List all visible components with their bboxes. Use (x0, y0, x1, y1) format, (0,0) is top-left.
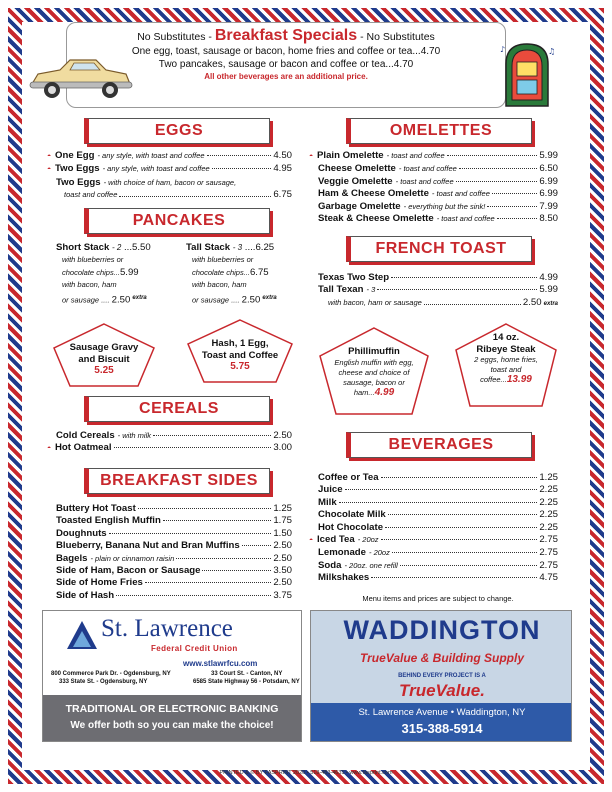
pancakes-header: PANCAKES (84, 208, 270, 234)
stl-url[interactable]: www.stlawrfcu.com (183, 659, 258, 668)
side-item: Buttery Hot Toast 1.25 (56, 503, 292, 514)
beverages-list (309, 472, 558, 585)
stl-title: St. Lawrence (101, 615, 233, 642)
special-marker-icon: ◓ (47, 445, 52, 453)
behind-every-project: BEHIND EVERY PROJECT IS A (398, 673, 486, 679)
french-toast-header: FRENCH TOAST (346, 236, 532, 262)
eggs-list (47, 150, 292, 202)
side-item: Bagels - plain or cinnamon raisin 2.50 (56, 552, 292, 564)
stl-address-left: 800 Commerce Park Dr. - Ogdensburg, NY 333 State St. - Ogdensburg, NY (51, 671, 171, 685)
svg-text:♫: ♫ (548, 47, 556, 56)
st-lawrence-ad (42, 610, 302, 742)
waddington-phone[interactable]: 315-388-5914 (401, 721, 483, 736)
side-item: Blueberry, Banana Nut and Bran Muffins 2.50 (56, 540, 292, 552)
beverage-item: Milkshakes 4.75 (318, 572, 558, 584)
truevalue-tagline: TrueValue & Building Supply (359, 651, 524, 665)
classic-car-icon (26, 52, 134, 102)
cereals-list (47, 430, 292, 456)
omelette-item: Ham & Cheese Omelette - toast and coffee 6.99 (318, 188, 558, 200)
eggs-item: Two Eggs - with choice of ham, bacon or sausage, (56, 176, 237, 188)
side-item: Side of Ham, Bacon or Sausage 3.50 (56, 565, 292, 577)
french-toast-list (318, 272, 558, 310)
eggs-item-sub: toast and coffee 6.75 (64, 189, 292, 201)
jukebox-icon (498, 40, 556, 108)
short-stack: Short Stack - 2 ...5.50 with blueberries or chocolate chips...5.99 with bacon, ham or sausage .... 2.50 $^{extra}$ (56, 242, 151, 306)
special-line-2: Two pancakes, sausage or bacon and coffee or tea...4.70 (158, 59, 414, 70)
omelette-item: Cheese Omelette - toast and coffee 6.50 (318, 163, 558, 175)
sausage-gravy-special: Sausage Gravy and Biscuit 5.25 (52, 322, 156, 388)
omelettes-list (309, 150, 558, 225)
printer-credit: PRINTED & © BY FASPRINT 2020 • 518-483-4631 • www.fasprint.com (219, 770, 393, 776)
price-disclaimer: Menu items and prices are subject to change. (362, 594, 514, 603)
eggs-header: EGGS (84, 118, 270, 144)
side-item: Doughnuts 1.50 (56, 527, 292, 539)
ribeye-special: 14 oz. Ribeye Steak 2 eggs, home fries, toast and coffee...13.99 (454, 322, 558, 408)
phillimuffin-special: Phillimuffin English muffin with egg, cheese and choice of sausage, bacon or ham...4.99 (318, 326, 430, 416)
side-item: Toasted English Muffin 1.75 (56, 515, 292, 527)
beverage-item: Soda - 20oz. one refill 2.75 (318, 559, 558, 571)
omelette-item: ◓ Plain Omelette - toast and coffee 5.99 (318, 150, 558, 163)
beverage-item: Lemonade - 20oz 2.75 (318, 547, 558, 559)
french-toast-item: Tall Texan - 3 5.99 (318, 284, 558, 296)
waddington-ad (310, 610, 572, 742)
beverage-item: Hot Chocolate 2.25 (318, 521, 558, 533)
special-marker-icon: ◓ (309, 153, 314, 160)
side-item: Side of Home Fries 2.50 (56, 577, 292, 589)
breakfast-specials-box: No Substitutes - Breakfast Specials - No Substitutes One egg, toast, sausage or bacon, home fries and coffee or tea...4.70 Two pancakes, sausage or bacon and coffee or tea...4.70 All other beverages are an additional price. (66, 22, 506, 108)
stl-subtitle: Federal Credit Union (151, 644, 238, 653)
omelette-item: Garbage Omelette - everything but the sink! 7.99 (318, 200, 558, 212)
stl-address-right: 33 Court St. - Canton, NY 6585 State Highway 56 - Potsdam, NY (193, 671, 300, 685)
breakfast-sides-header: BREAKFAST SIDES (84, 468, 270, 494)
beverage-item: Chocolate Milk 2.25 (318, 509, 558, 521)
eggs-item: ◓ One Egg - any style, with toast and coffee 4.50 (56, 150, 292, 163)
side-item: Side of Hash 3.75 (56, 589, 292, 601)
no-substitutes-left: No Substitutes (137, 31, 206, 43)
cereal-item: ◓ Hot Oatmeal 3.00 (56, 442, 292, 455)
beverage-item: Coffee or Tea 1.25 (318, 472, 558, 483)
special-marker-icon: ◓ (309, 537, 314, 545)
stl-banking-band: TRADITIONAL OR ELECTRONIC BANKING We offer both so you can make the choice! (43, 695, 301, 741)
tall-stack: Tall Stack - 3 ....6.25 with blueberries or chocolate chips...6.75 with bacon, ham or sausage .... 2.50 $^{extra}$ (186, 242, 277, 306)
beverage-item: Milk 2.25 (318, 496, 558, 508)
svg-text:♪: ♪ (500, 45, 506, 54)
beverage-note: All other beverages are an additional price. (204, 72, 368, 81)
special-line-1: One egg, toast, sausage or bacon, home fries and coffee or tea...4.70 (131, 46, 441, 57)
no-substitutes-right: No Substitutes (366, 31, 435, 43)
cereal-item: Cold Cereals - with milk 2.50 (56, 430, 292, 441)
omelette-item: Steak & Cheese Omelette - toast and coffee 8.50 (318, 213, 558, 225)
french-toast-item: Texas Two Step 4.99 (318, 272, 558, 283)
cereals-header: CEREALS (84, 396, 270, 422)
omelettes-header: OMELETTES (346, 118, 532, 144)
fcu-logo-icon (65, 619, 99, 653)
waddington-title: WADDINGTON (343, 615, 541, 645)
eggs-item: ◓ Two Eggs - any style, with toast and coffee 4.95 (56, 163, 292, 176)
beverage-item: Juice 2.25 (318, 484, 558, 496)
special-marker-icon: ◓ (47, 153, 52, 160)
omelette-item: Veggie Omelette - toast and coffee 6.99 (318, 175, 558, 187)
french-toast-extra: with bacon, ham or sausage 2.50 extra (328, 296, 558, 308)
breakfast-specials-title: Breakfast Specials (214, 27, 358, 44)
beverage-item: ◓ Iced Tea - 20oz 2.75 (318, 534, 558, 547)
waddington-contact-band: St. Lawrence Avenue • Waddington, NY 315-388-5914 (311, 703, 572, 742)
hash-egg-special: Hash, 1 Egg, Toast and Coffee 5.75 (186, 318, 294, 384)
truevalue-logo: TrueValue. (399, 681, 485, 700)
sides-list (56, 503, 292, 602)
special-marker-icon: ◓ (47, 166, 52, 174)
beverages-header: BEVERAGES (346, 432, 532, 458)
